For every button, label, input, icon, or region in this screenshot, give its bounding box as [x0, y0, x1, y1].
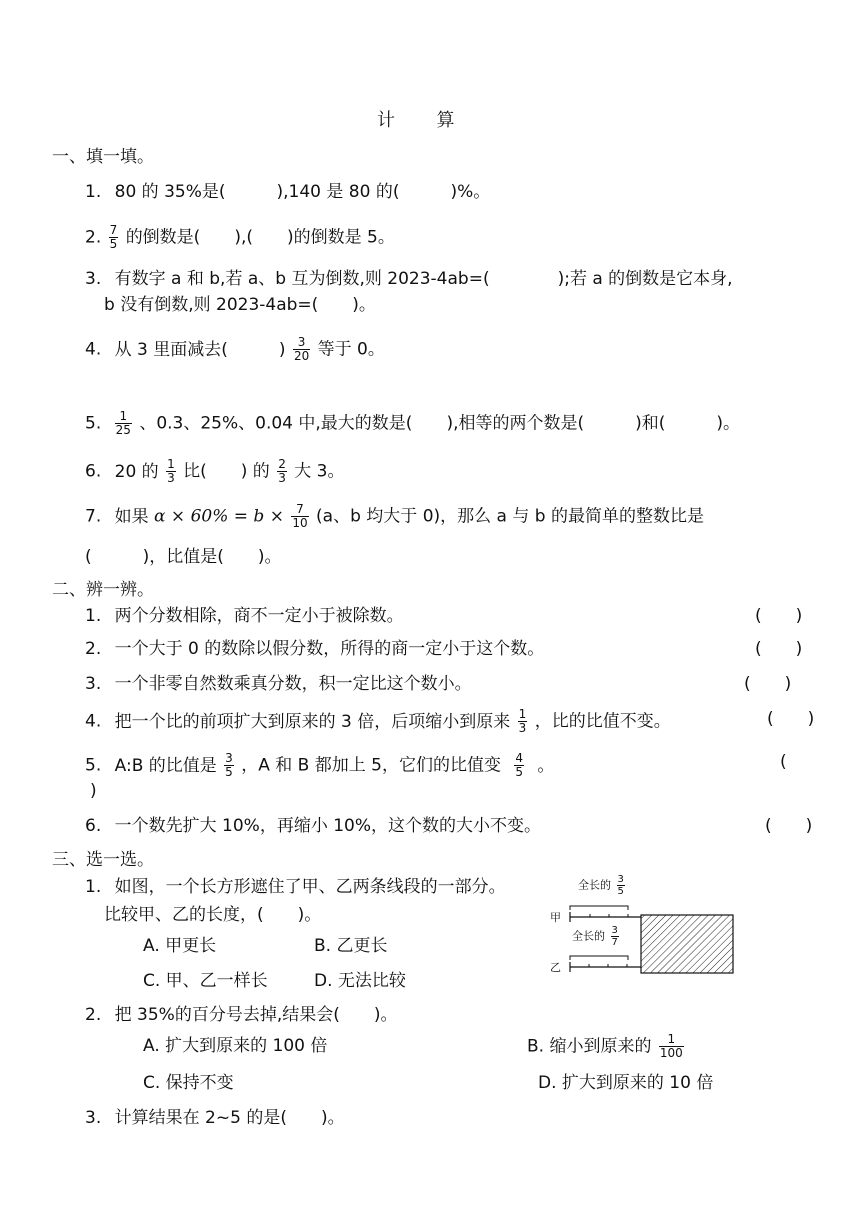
frac-num: 7: [291, 503, 308, 517]
frac-den: 3: [278, 471, 286, 485]
option-d[interactable]: D. 无法比较: [314, 971, 406, 991]
brace-jia: [570, 906, 628, 910]
frac-num: 7: [109, 223, 118, 237]
q-number: 1.: [85, 606, 102, 626]
fill-q3-line2: b 没有倒数,则 2023-4ab=( )。: [104, 295, 376, 315]
q-number: 3.: [85, 1108, 102, 1128]
frac-num: 3: [611, 925, 618, 936]
judge-item-3: [85, 673, 472, 695]
fill-q6: [85, 458, 345, 485]
fill-q4: [85, 336, 385, 363]
q-text: ，比的比值不变。: [534, 711, 671, 732]
caption-jia: [578, 874, 627, 897]
answer-paren[interactable]: ( ): [755, 606, 803, 626]
fill-q2: [85, 224, 395, 251]
option-b[interactable]: B. 乙更长: [314, 936, 388, 956]
frac-num: 1: [167, 457, 175, 471]
q-text: 把 35%的百分号去掉,结果会( )。: [114, 1005, 398, 1025]
answer-paren-open[interactable]: (: [780, 752, 787, 772]
judge-item-5: [85, 752, 554, 779]
answer-paren[interactable]: ( ): [744, 674, 792, 694]
judge-item-2: [85, 638, 544, 660]
section-fill-heading: 一、填一填。: [52, 147, 154, 167]
frac-den: 3: [167, 471, 175, 485]
q-number: 2.: [85, 639, 102, 659]
label-yi: 乙: [550, 961, 561, 974]
fraction: [611, 925, 619, 948]
caption-yi: [572, 925, 621, 948]
q-number: 5.: [85, 755, 102, 776]
segment-figure: [548, 870, 738, 978]
q-number: 4.: [85, 711, 102, 732]
option-c[interactable]: C. 甲、乙一样长: [143, 971, 268, 991]
fraction: [291, 503, 308, 530]
label-jia: 甲: [550, 911, 561, 924]
q-number: 7.: [85, 506, 102, 527]
frac-den: 25: [115, 423, 131, 437]
answer-paren-close[interactable]: ): [90, 781, 97, 801]
section-choose-heading: 三、选一选。: [52, 850, 154, 870]
q-number: 4.: [85, 339, 102, 360]
option-b[interactable]: [527, 1033, 686, 1060]
fraction: [617, 874, 625, 897]
segment-diagram: [548, 870, 738, 978]
frac-num: 1: [518, 707, 527, 721]
q-number: 5.: [85, 413, 102, 434]
q-text: 从 3 里面减去( ): [114, 339, 286, 360]
q-number: 1.: [85, 877, 102, 897]
q-text: 。: [537, 755, 555, 776]
q-text: 等于 0。: [317, 339, 385, 360]
option-a[interactable]: A. 甲更长: [143, 936, 217, 956]
math-expression: α × 60% = b ×: [154, 506, 284, 527]
fraction: [277, 458, 287, 485]
q-text: 如图，一个长方形遮住了甲、乙两条线段的一部分。: [114, 877, 506, 897]
fill-q7-line2: ( )，比值是( )。: [85, 547, 282, 567]
option-c[interactable]: C. 保持不变: [143, 1073, 234, 1093]
judge-item-6: [85, 815, 541, 837]
q-text: 比( ) 的: [183, 461, 276, 482]
choose-q3: [85, 1107, 345, 1129]
q-number: 3.: [85, 674, 102, 694]
answer-paren[interactable]: ( ): [765, 816, 813, 836]
fraction: [115, 410, 132, 437]
fill-q3-line1: [85, 268, 733, 290]
q-text: 、0.3、25%、0.04 中,最大的数是( ),相等的两个数是( )和( )。: [139, 413, 741, 434]
q-text: 一个大于 0 的数除以假分数，所得的商一定小于这个数。: [114, 639, 545, 659]
frac-den: 5: [617, 886, 624, 897]
q-text: 20 的: [114, 461, 159, 482]
frac-num: 3: [293, 336, 310, 350]
title-char-1: 计: [377, 110, 395, 131]
fill-q1: [85, 181, 490, 203]
q-text: 的倒数是( ),( )的倒数是 5。: [125, 227, 395, 248]
q-text: A:B 的比值是: [114, 755, 217, 776]
q-text: 80 的 35%是( ),140 是 80 的( )%。: [114, 182, 491, 202]
q-number: 3.: [85, 269, 102, 289]
option-a[interactable]: A. 扩大到原来的 100 倍: [143, 1036, 328, 1056]
q-number: 6.: [85, 816, 102, 836]
choose-q1-line1: [85, 876, 506, 898]
q-number: 2.: [85, 227, 102, 248]
q-text: 如果: [114, 506, 155, 527]
frac-num: 4: [515, 751, 523, 765]
fraction: [224, 752, 234, 779]
frac-num: 3: [225, 751, 233, 765]
covering-rectangle: [641, 915, 733, 973]
page-title: [377, 110, 454, 132]
q-text: 有数字 a 和 b,若 a、b 互为倒数,则 2023-4ab=( );若 a 的倒数是它本身,: [114, 269, 733, 289]
choose-q1-line2: 比较甲、乙的长度，( )。: [104, 905, 322, 925]
frac-num: 1: [659, 1033, 684, 1047]
q-text: 一个非零自然数乘真分数，积一定比这个数小。: [114, 674, 472, 694]
q-text: 计算结果在 2~5 的是( )。: [114, 1108, 345, 1128]
frac-den: 3: [518, 721, 527, 735]
frac-den: 5: [109, 237, 118, 251]
option-text: B. 缩小到原来的: [527, 1036, 652, 1057]
judge-item-1: [85, 605, 404, 627]
q-number: 2.: [85, 1005, 102, 1025]
q-text: 大 3。: [294, 461, 345, 482]
fraction: [166, 458, 176, 485]
caption-text: 全长的: [578, 878, 611, 892]
q-text: 把一个比的前项扩大到原来的 3 倍，后项缩小到原来: [114, 711, 511, 732]
fraction: [293, 336, 310, 363]
q-text: ，A 和 B 都加上 5，它们的比值变: [241, 755, 501, 776]
frac-den: 5: [515, 765, 523, 779]
choose-q2: [85, 1004, 398, 1026]
frac-den: 20: [293, 349, 310, 363]
fraction: [514, 752, 524, 779]
caption-text: 全长的: [572, 929, 605, 943]
frac-den: 7: [611, 937, 618, 948]
title-char-2: 算: [436, 110, 455, 131]
option-d[interactable]: D. 扩大到原来的 10 倍: [538, 1073, 714, 1093]
q-text: (a、b 均大于 0)，那么 a 与 b 的最简单的整数比是: [316, 506, 704, 527]
answer-paren[interactable]: ( ): [755, 639, 803, 659]
fraction: [659, 1033, 684, 1060]
fill-q5: [85, 410, 740, 437]
fraction: [109, 224, 119, 251]
frac-den: 10: [292, 516, 308, 530]
q-number: 6.: [85, 461, 102, 482]
fraction: [518, 708, 528, 735]
frac-den: 5: [225, 765, 233, 779]
fill-q7-line1: [85, 503, 704, 530]
q-text: 一个数先扩大 10%，再缩小 10%，这个数的大小不变。: [114, 816, 542, 836]
frac-num: 3: [617, 874, 624, 885]
judge-item-4: [85, 708, 671, 735]
frac-num: 2: [278, 457, 286, 471]
q-text: 两个分数相除，商不一定小于被除数。: [114, 606, 404, 626]
q-number: 1.: [85, 182, 102, 202]
frac-num: 1: [115, 410, 132, 424]
answer-paren[interactable]: ( ): [767, 709, 815, 729]
brace-yi: [570, 956, 628, 960]
section-judge-heading: 二、辨一辨。: [52, 580, 154, 600]
frac-den: 100: [659, 1046, 683, 1060]
